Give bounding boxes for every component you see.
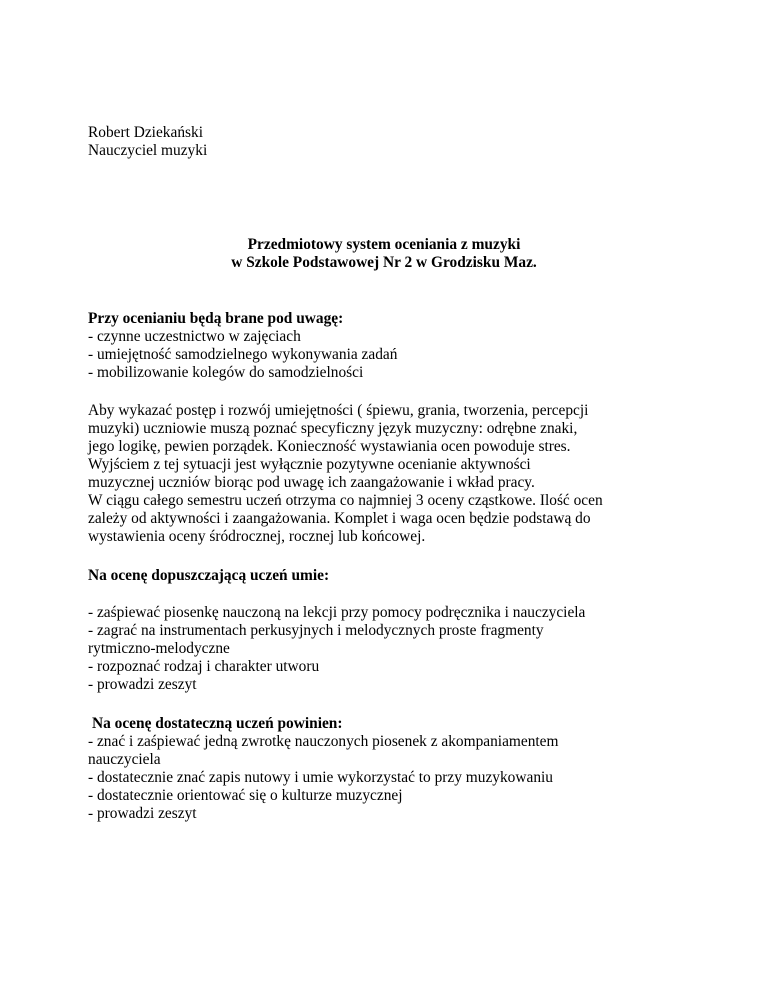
intro-line: muzyki) uczniowie muszą poznać specyficzny język muzyczny: odrębne znaki, — [88, 420, 578, 437]
list-item: nauczyciela — [88, 751, 161, 768]
grade-sufficient-list — [88, 604, 688, 694]
list-item: - zaśpiewać piosenkę nauczoną na lekcji przy pomocy podręcznika i nauczyciela — [88, 604, 586, 621]
intro-paragraph — [88, 402, 688, 546]
grade-sufficient-heading: Na ocenę dopuszczającą uczeń umie: — [88, 567, 330, 584]
author-role: Nauczyciel muzyki — [88, 142, 208, 159]
grade-satisfactory-heading-block — [92, 715, 692, 733]
document-title — [88, 236, 680, 272]
list-item: - prowadzi zeszyt — [88, 805, 197, 822]
list-item: - rozpoznać rodzaj i charakter utworu — [88, 658, 320, 675]
list-item: - znać i zaśpiewać jedną zwrotkę nauczonych piosenek z akompaniamentem — [88, 733, 559, 750]
intro-line: wystawienia oceny śródrocznej, rocznej lub końcowej. — [88, 528, 426, 545]
grade-satisfactory-heading: Na ocenę dostateczną uczeń powinien: — [92, 715, 343, 732]
intro-line: W ciągu całego semestru uczeń otrzyma co najmniej 3 oceny cząstkowe. Ilość ocen — [88, 492, 603, 509]
intro-line: jego logikę, pewien porządek. Konieczność wystawiania ocen powoduje stres. — [88, 438, 571, 455]
criteria-item: - mobilizowanie kolegów do samodzielności — [88, 364, 364, 381]
author-name: Robert Dziekański — [88, 124, 203, 141]
list-item: - dostatecznie orientować się o kulturze muzycznej — [88, 787, 403, 804]
criteria-item: - czynne uczestnictwo w zajęciach — [88, 328, 301, 345]
list-item: - prowadzi zeszyt — [88, 676, 197, 693]
criteria-heading: Przy ocenianiu będą brane pod uwagę: — [88, 310, 344, 327]
grade-satisfactory-list — [88, 733, 688, 823]
intro-line: Aby wykazać postęp i rozwój umiejętności ( śpiewu, grania, tworzenia, percepcji — [88, 402, 589, 419]
author-block — [88, 124, 688, 160]
criteria-item: - umiejętność samodzielnego wykonywania zadań — [88, 346, 398, 363]
list-item: - zagrać na instrumentach perkusyjnych i melodycznych proste fragmenty — [88, 622, 544, 639]
intro-line: zależy od aktywności i zaangażowania. Komplet i waga ocen będzie podstawą do — [88, 510, 591, 527]
list-item: rytmiczno-melodyczne — [88, 640, 230, 657]
list-item: - dostatecznie znać zapis nutowy i umie wykorzystać to przy muzykowaniu — [88, 769, 553, 786]
title-line-1: Przedmiotowy system oceniania z muzyki — [247, 236, 521, 253]
intro-line: Wyjściem z tej sytuacji jest wyłącznie pozytywne ocenianie aktywności — [88, 456, 531, 473]
grade-sufficient-section — [88, 567, 688, 585]
criteria-section — [88, 310, 688, 382]
intro-line: muzycznej uczniów biorąc pod uwagę ich zaangażowanie i wkład pracy. — [88, 474, 535, 491]
title-line-2: w Szkole Podstawowej Nr 2 w Grodzisku Maz. — [231, 254, 537, 271]
